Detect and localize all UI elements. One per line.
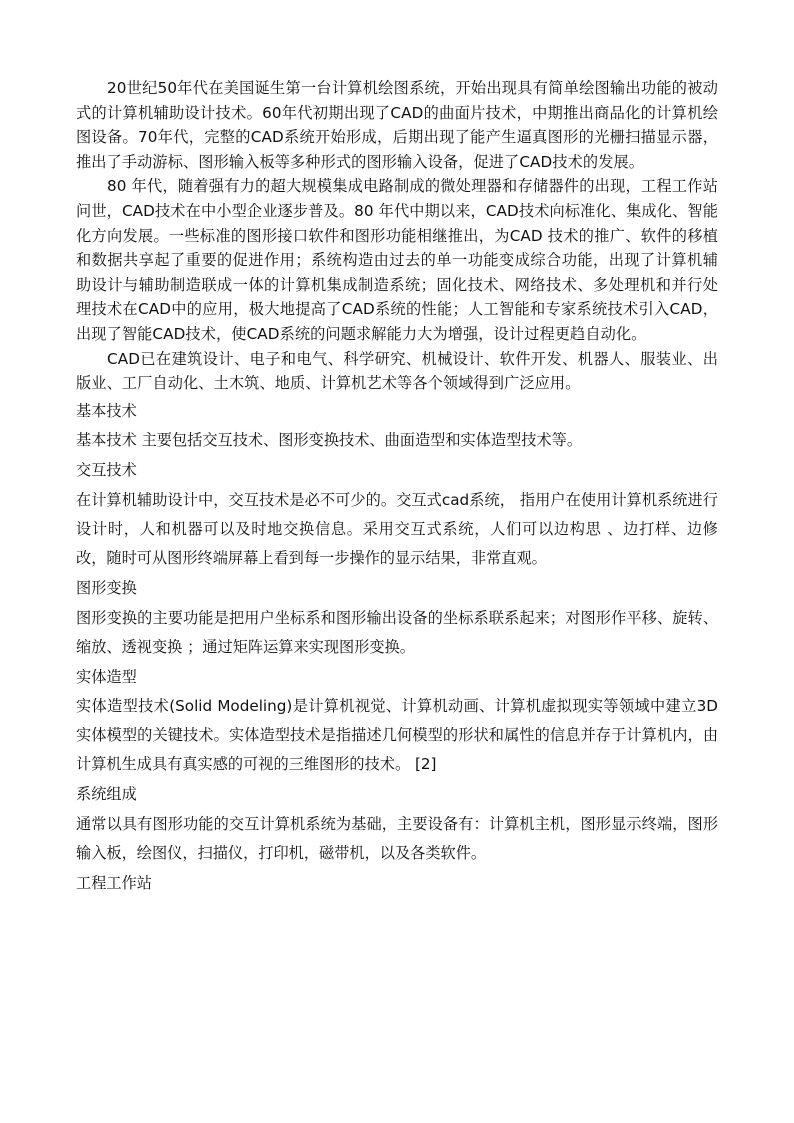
section-body-solid-modeling: 实体造型技术(Solid Modeling)是计算机视觉、计算机动画、计算机虚拟现实等领域中建立3D实体模型的关键技术。实体造型技术是指描述几何模型的形状和属性的信息并存于计算机内，由计算机生成具有真实感的可视的三维图形的技术。 [2]: [76, 697, 718, 774]
document-page: [76, 76, 718, 898]
section-heading-basic-tech: 基本技术: [76, 401, 137, 420]
section-heading-interaction: 交互技术: [76, 461, 137, 480]
section-heading-system: 系统组成: [76, 785, 137, 804]
section-heading-workstation: 工程工作站: [76, 873, 152, 892]
section-body-system: 通常以具有图形功能的交互计算机系统为基础，主要设备有：计算机主机，图形显示终端，图形输入板，绘图仪，扫描仪，打印机，磁带机，以及各类软件。: [76, 814, 718, 862]
section-body-interaction: 在计算机辅助设计中，交互技术是必不可少的。交互式cad系统， 指用户在使用计算机系统进行设计时，人和机器可以及时地交换信息。采用交互式系统，人们可以边构思 、边打样、边修改，随时可从图形终端屏幕上看到每一步操作的显示结果，非常直观。: [76, 490, 718, 567]
intro-paragraph-1: 20世纪50年代在美国诞生第一台计算机绘图系统，开始出现具有简单绘图输出功能的被动式的计算机辅助设计技术。60年代初期出现了CAD的曲面片技术，中期推出商品化的计算机绘图设备。70年代，完整的CAD系统开始形成，后期出现了能产生逼真图形的光栅扫描显示器，推出了手动游标、图形输入板等多种形式的图形输入设备，促进了CAD技术的发展。: [76, 79, 718, 171]
section-heading-transform: 图形变换: [76, 578, 137, 597]
section-body-basic-tech: 基本技术 主要包括交互技术、图形变换技术、曲面造型和实体造型技术等。: [76, 431, 583, 450]
intro-paragraph-3: CAD已在建筑设计、电子和电气、科学研究、机械设计、软件开发、机器人、服装业、出版业、工厂自动化、土木筑、地质、计算机艺术等各个领域得到广泛应用。: [76, 349, 718, 393]
intro-paragraph-2: 80 年代，随着强有力的超大规模集成电路制成的微处理器和存储器件的出现，工程工作站问世，CAD技术在中小型企业逐步普及。80 年代中期以来，CAD技术向标准化、集成化、智能化方向发展。一些标准的图形接口软件和图形功能相继推出，为CAD 技术的推广、软件的移植和数据共享起了重要的促进作用；系统构造由过去的单一功能变成综合功能，出现了计算机辅助设计与辅助制造联成一体的计算机集成制造系统；固化技术、网络技术、多处理机和并行处理技术在CAD中的应用，极大地提高了CAD系统的性能；人工智能和专家系统技术引入CAD，出现了智能CAD技术，使CAD系统的问题求解能力大为增强，设计过程更趋自动化。: [76, 177, 718, 343]
section-heading-solid-modeling: 实体造型: [76, 667, 137, 686]
section-body-transform: 图形变换的主要功能是把用户坐标系和图形输出设备的坐标系联系起来；对图形作平移、旋转、缩放、透视变换 ；通过矩阵运算来实现图形变换。: [76, 608, 718, 656]
